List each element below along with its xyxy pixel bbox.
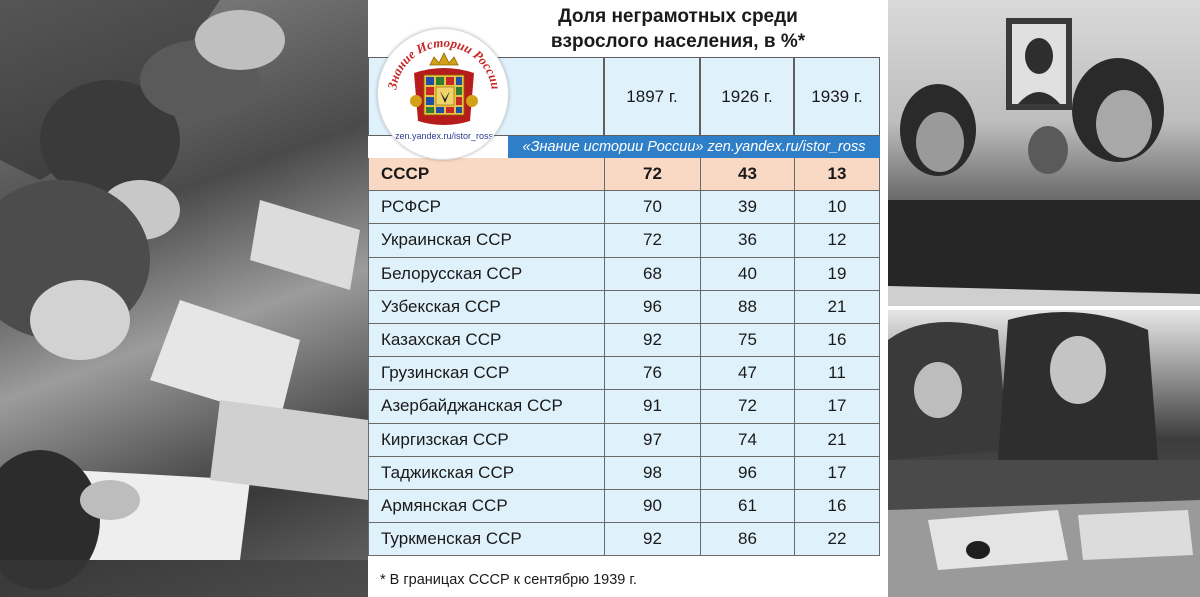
table-row — [368, 258, 880, 291]
value-1926-cell: 43 — [700, 158, 794, 190]
source-banner: «Знание истории России» zen.yandex.ru/istor_ross — [508, 136, 880, 158]
value-1897-cell: 92 — [604, 523, 700, 555]
logo-url: zen.yandex.ru/istor_ross — [394, 131, 494, 141]
value-1897-cell: 96 — [604, 291, 700, 323]
region-name-cell: Украинская ССР — [368, 224, 604, 256]
table-title-line-1: Доля неграмотных среди — [558, 6, 798, 27]
region-name-cell: СССР — [368, 158, 604, 190]
value-1926-cell: 72 — [700, 390, 794, 422]
region-name-cell: Белорусская ССР — [368, 258, 604, 290]
table-row — [368, 224, 880, 257]
region-name-cell: Узбекская ССР — [368, 291, 604, 323]
value-1939-cell: 21 — [794, 291, 880, 323]
value-1897-cell: 68 — [604, 258, 700, 290]
value-1939-cell: 10 — [794, 191, 880, 223]
table-row-total — [368, 158, 880, 191]
table-row — [368, 523, 880, 556]
photo-women-writing-illustration — [0, 0, 368, 597]
region-name-cell: Туркменская ССР — [368, 523, 604, 555]
value-1939-cell: 17 — [794, 390, 880, 422]
table-row — [368, 490, 880, 523]
value-1897-cell: 91 — [604, 390, 700, 422]
value-1926-cell: 61 — [700, 490, 794, 522]
value-1897-cell: 92 — [604, 324, 700, 356]
value-1897-cell: 90 — [604, 490, 700, 522]
photo-classroom-portrait — [888, 0, 1200, 306]
value-1897-cell: 70 — [604, 191, 700, 223]
value-1926-cell: 75 — [700, 324, 794, 356]
table-body — [368, 158, 880, 556]
value-1926-cell: 47 — [700, 357, 794, 389]
region-name-cell: Грузинская ССР — [368, 357, 604, 389]
value-1939-cell: 12 — [794, 224, 880, 256]
region-name-cell: Киргизская ССР — [368, 424, 604, 456]
photo-girls-headscarves-illustration — [888, 310, 1200, 597]
value-1926-cell: 96 — [700, 457, 794, 489]
value-1939-cell: 17 — [794, 457, 880, 489]
header-year-1939: 1939 г. — [794, 57, 880, 136]
region-name-cell: РСФСР — [368, 191, 604, 223]
footnote: * В границах СССР к сентябрю 1939 г. — [380, 572, 637, 588]
table-row — [368, 324, 880, 357]
region-name-cell: Азербайджанская ССР — [368, 390, 604, 422]
value-1926-cell: 36 — [700, 224, 794, 256]
header-year-1926: 1926 г. — [700, 57, 794, 136]
value-1939-cell: 11 — [794, 357, 880, 389]
logo-arc-text: Знание Истории России — [384, 34, 504, 91]
value-1939-cell: 13 — [794, 158, 880, 190]
table-row — [368, 457, 880, 490]
table-row — [368, 357, 880, 390]
photo-girls-headscarves — [888, 310, 1200, 597]
value-1939-cell: 19 — [794, 258, 880, 290]
value-1926-cell: 39 — [700, 191, 794, 223]
table-row — [368, 191, 880, 224]
value-1926-cell: 40 — [700, 258, 794, 290]
value-1897-cell: 97 — [604, 424, 700, 456]
header-year-1897: 1897 г. — [604, 57, 700, 136]
value-1897-cell: 98 — [604, 457, 700, 489]
photo-classroom-portrait-illustration — [888, 0, 1200, 306]
value-1926-cell: 86 — [700, 523, 794, 555]
region-name-cell: Таджикская ССР — [368, 457, 604, 489]
table-row — [368, 390, 880, 423]
value-1926-cell: 88 — [700, 291, 794, 323]
value-1939-cell: 16 — [794, 490, 880, 522]
value-1897-cell: 72 — [604, 224, 700, 256]
region-name-cell: Казахская ССР — [368, 324, 604, 356]
site-logo — [377, 28, 509, 160]
value-1897-cell: 72 — [604, 158, 700, 190]
value-1939-cell: 16 — [794, 324, 880, 356]
table-title-line-2: взрослого населения, в %* — [550, 31, 806, 52]
table-row — [368, 291, 880, 324]
value-1897-cell: 76 — [604, 357, 700, 389]
literacy-table-panel — [368, 0, 888, 597]
region-name-cell: Армянская ССР — [368, 490, 604, 522]
photo-women-writing — [0, 0, 368, 597]
table-row — [368, 424, 880, 457]
value-1926-cell: 74 — [700, 424, 794, 456]
value-1939-cell: 22 — [794, 523, 880, 555]
value-1939-cell: 21 — [794, 424, 880, 456]
table-title — [468, 4, 888, 54]
